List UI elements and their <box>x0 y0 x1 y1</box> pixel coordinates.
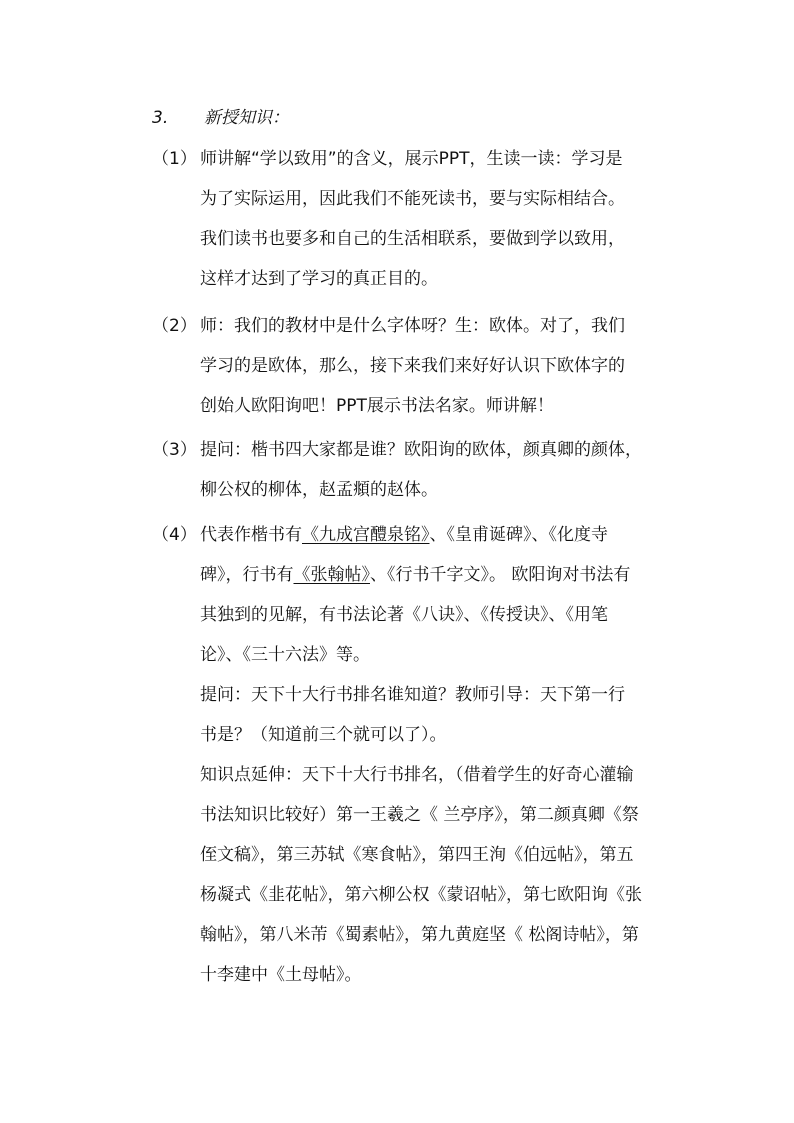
list-item-2 <box>152 309 692 429</box>
paragraph-line: 创始人欧阳询吧！PPT展示书法名家。师讲解！ <box>200 396 554 416</box>
paragraph-line: 翰帖》，第八米芾《蜀素帖》，第九黄庭坚《 松阁诗帖》，第 <box>200 925 639 945</box>
list-item-1 <box>152 142 692 302</box>
item-marker: （2） <box>152 316 197 336</box>
line-text: 、《皇甫诞碑》、《化度寺 <box>429 525 608 545</box>
paragraph-line: 师讲解“学以致用”的含义，展示PPT，生读一读：学习是 <box>200 149 623 169</box>
paragraph-line: 杨凝式《韭花帖》，第六柳公权《蒙诏帖》，第七欧阳询《张 <box>200 885 642 905</box>
paragraph-line: 书法知识比较好）第一王羲之《 兰亭序》，第二颜真卿《祭 <box>200 805 639 825</box>
underlined-title: 《张翰帖》 <box>293 565 370 585</box>
paragraph-line: 知识点延伸：天下十大行书排名，（借着学生的好奇心灌输 <box>200 765 634 785</box>
paragraph-line: 柳公权的柳体，赵孟頫的赵体。 <box>200 480 438 500</box>
line-text: 碑》，行书有 <box>200 565 294 585</box>
paragraph-line: 提问：天下十大行书排名谁知道？教师引导：天下第一行 <box>200 685 625 705</box>
paragraph-line <box>200 558 692 598</box>
section-number: 3. <box>152 108 169 128</box>
section-title: 新授知识： <box>204 108 289 128</box>
paragraph-line: 提问：楷书四大家都是谁？欧阳询的欧体，颜真卿的颜体， <box>200 440 642 460</box>
list-item-4 <box>152 518 692 998</box>
paragraph-line: 侄文稿》，第三苏轼《寒食帖》，第四王洵《伯远帖》，第五 <box>200 845 634 865</box>
paragraph-line: 十李建中《土母帖》。 <box>200 965 362 985</box>
paragraph-line: 论》、《三十六法》等。 <box>200 645 370 665</box>
underlined-title: 《九成宫醴泉铭》 <box>302 525 430 545</box>
item-marker: （3） <box>152 440 197 460</box>
paragraph-line: 书是？（知道前三个就可以了）。 <box>200 725 447 745</box>
list-item-3 <box>152 433 692 513</box>
paragraph-line: 我们读书也要多和自己的生活相联系，要做到学以致用， <box>200 229 625 249</box>
line-text: 代表作楷书有 <box>200 525 302 545</box>
paragraph-line: 师：我们的教材中是什么字体呀？生：欧体。对了，我们 <box>200 316 625 336</box>
paragraph-line: 学习的是欧体，那么，接下来我们来好好认识下欧体字的 <box>200 356 625 376</box>
paragraph-line: 其独到的见解，有书法论著《八诀》、《传授诀》、《用笔 <box>200 605 608 625</box>
paragraph-line: 为了实际运用，因此我们不能死读书，要与实际相结合。 <box>200 189 625 209</box>
item-marker: （4） <box>152 525 197 545</box>
section-heading <box>152 104 289 132</box>
line-text: 、《行书千字文》。 欧阳询对书法有 <box>370 565 631 585</box>
paragraph-line <box>200 518 692 558</box>
paragraph-line: 这样才达到了学习的真正目的。 <box>200 269 438 289</box>
item-marker: （1） <box>152 149 197 169</box>
